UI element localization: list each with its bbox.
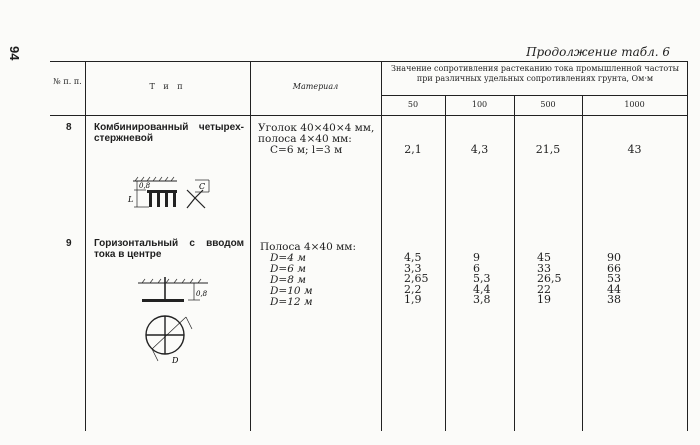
header-resistivity-1000: 1000 xyxy=(624,100,645,109)
value-cell: 9 xyxy=(473,251,480,264)
drawing-label-length: L xyxy=(128,195,134,204)
material-line: полоса 4×40 мм: xyxy=(258,133,352,145)
value-cell: 38 xyxy=(607,293,621,306)
material-line: Полоса 4×40 мм: xyxy=(260,241,356,253)
drawing-label-spacing: С xyxy=(199,182,206,191)
material-line: D=4 м xyxy=(270,252,306,264)
header-material: Материал xyxy=(292,82,339,91)
row-8-value-50: 2,1 xyxy=(404,143,422,156)
value-cell: 4,4 xyxy=(473,282,491,296)
row-9-material xyxy=(260,242,380,308)
header-resistivity-500: 500 xyxy=(540,100,556,109)
material-line: D=8 м xyxy=(270,274,306,286)
row-8-value-100: 4,3 xyxy=(470,143,489,156)
material-line: D=10 м xyxy=(270,285,313,297)
material-line: D=6 м xyxy=(270,263,306,275)
value-cell: 45 xyxy=(537,251,551,264)
row-9-number: 9 xyxy=(66,238,72,249)
row-8-value-1000: 43 xyxy=(627,143,642,156)
value-cell: 2,65 xyxy=(404,272,429,285)
value-cell: 2,2 xyxy=(404,282,422,296)
row-8-electrode-drawing xyxy=(125,172,215,217)
value-cell: 22 xyxy=(537,282,551,296)
value-cell: 6 xyxy=(473,261,480,275)
row-8-number: 8 xyxy=(66,122,72,133)
row-8-value-500: 21,5 xyxy=(535,143,561,156)
header-no: № п. п. xyxy=(53,77,82,86)
value-cell: 1,9 xyxy=(404,293,422,306)
drawing-label-depth: 0,8 xyxy=(196,290,208,298)
material-line: Уголок 40×40×4 мм, xyxy=(258,122,375,134)
row-8-type: Комбинированный четырех-стержневой xyxy=(94,122,244,144)
value-cell: 66 xyxy=(607,261,621,275)
row-9-electrode-drawing xyxy=(128,275,218,370)
header-resistance-group: Значение сопротивления растеканию тока промышленной частоты при различных удельных сопротивлениях грунта, Ом·м xyxy=(390,64,680,83)
header-resistivity-100: 100 xyxy=(471,100,488,109)
header-type: Т и п xyxy=(149,82,186,91)
value-cell: 19 xyxy=(537,293,551,306)
row-9-values-500 xyxy=(537,253,577,306)
value-cell: 3,8 xyxy=(473,293,491,306)
drawing-label-diameter: D xyxy=(172,356,179,365)
value-cell: 5,3 xyxy=(473,272,491,285)
value-cell: 90 xyxy=(607,251,621,264)
page-number: 94 xyxy=(7,46,22,61)
material-line: D=12 м xyxy=(270,296,313,308)
drawing-label-depth: 0,8 xyxy=(139,182,151,190)
row-8-material xyxy=(258,123,380,156)
value-cell: 26,5 xyxy=(537,272,562,285)
value-cell: 33 xyxy=(537,261,551,275)
row-9-values-50 xyxy=(404,253,444,306)
value-cell: 53 xyxy=(607,272,621,285)
row-9-type: Горизонтальный с вводом тока в центре xyxy=(94,238,244,260)
header-resistivity-50: 50 xyxy=(407,100,419,109)
value-cell: 44 xyxy=(607,282,621,296)
row-9-values-1000 xyxy=(607,253,647,306)
value-cell: 3,3 xyxy=(404,261,422,275)
row-9-values-100 xyxy=(473,253,513,306)
value-cell: 4,5 xyxy=(404,251,422,264)
material-line: С=6 м; l=3 м xyxy=(270,144,343,156)
table-continuation-title: Продолжение табл. 6 xyxy=(526,45,670,59)
